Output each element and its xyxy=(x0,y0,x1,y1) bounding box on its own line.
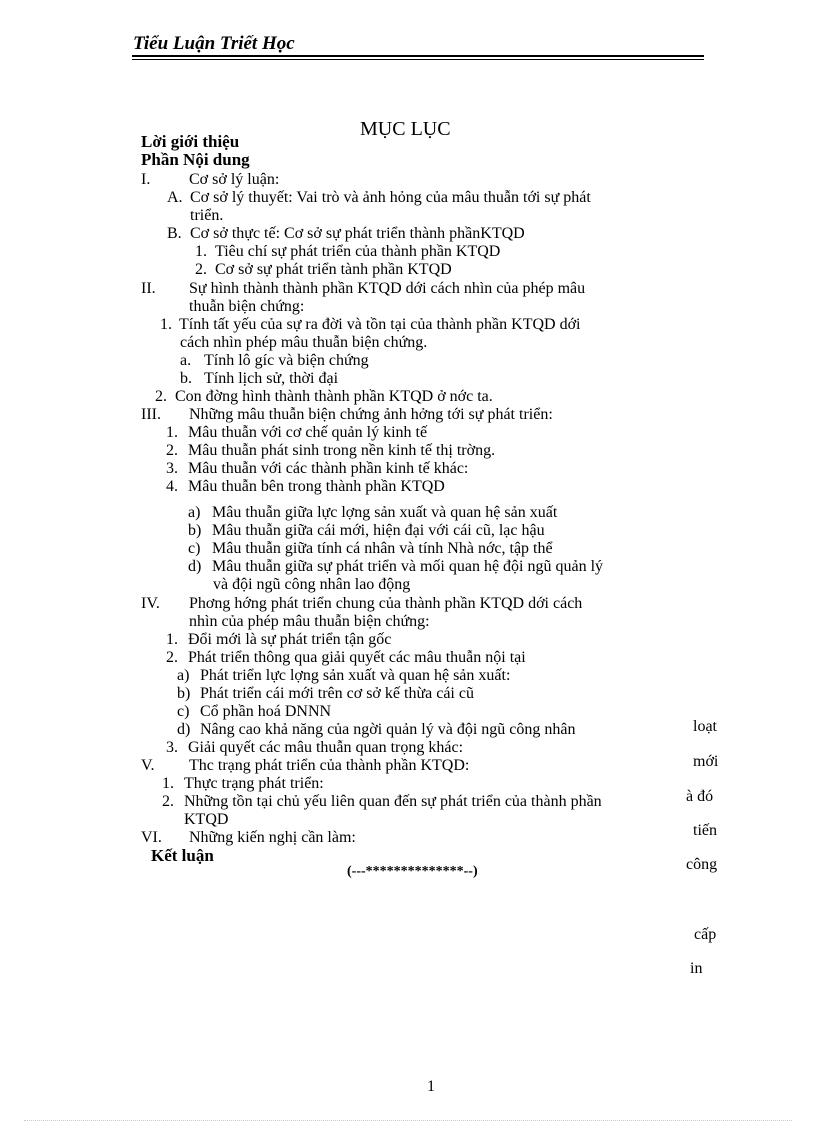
toc-line: nhìn của phép mâu thuẫn biện chứng: xyxy=(189,613,430,630)
toc-line: a. Tính lô gíc và biện chứng xyxy=(180,352,369,369)
toc-line: 2. Con đờng hình thành thành phần KTQD ở nớc ta. xyxy=(155,388,493,405)
toc-line: B. Cơ sở thực tế: Cơ sở sự phát triển thành phầnKTQD xyxy=(167,225,525,242)
background-text-fragment: cấp xyxy=(694,926,717,943)
toc-line: cách nhìn phép mâu thuẫn biện chứng. xyxy=(180,334,428,351)
running-header: Tiểu Luận Triết Học xyxy=(133,33,295,54)
toc-line: 2. Phát triển thông qua giải quyết các mâu thuẫn nội tại xyxy=(166,649,526,666)
toc-line: III. Những mâu thuẫn biện chứng ảnh hởng tới sự phát triển: xyxy=(141,406,553,423)
toc-line: 2. Mâu thuẫn phát sinh trong nền kinh tế thị trờng. xyxy=(166,442,496,459)
toc-line: 3. Mâu thuẫn với các thành phần kinh tế khác: xyxy=(166,460,469,477)
toc-line: 2. Những tồn tại chủ yếu liên quan đến sự phát triển của thành phần xyxy=(162,793,602,810)
toc-conclusion: Kết luận xyxy=(151,846,214,865)
toc-line: 1. Tiêu chí sự phát triển của thành phần KTQD xyxy=(195,243,501,260)
toc-line: b) Phát triển cái mới trên cơ sở kế thừa cái cũ xyxy=(177,685,474,702)
toc-line: b) Mâu thuẫn giữa cái mới, hiện đại với cái cũ, lạc hậu xyxy=(188,522,545,539)
toc-part: Phần Nội dung xyxy=(141,150,250,169)
toc-line: d) Nâng cao khả năng của ngời quản lý và đội ngũ công nhân xyxy=(177,721,576,738)
toc-line: b. Tính lịch sử, thời đại xyxy=(180,370,339,387)
background-text-fragment: công xyxy=(686,856,718,873)
background-text-fragment: loạt xyxy=(693,718,717,735)
toc-line: 1. Thực trạng phát triển: xyxy=(162,775,324,792)
toc-intro: Lời giới thiệu xyxy=(141,132,240,151)
toc-line: V. Thc trạng phát triển của thành phần KTQD: xyxy=(141,757,470,774)
toc-line: c) Mâu thuẫn giữa tính cá nhân và tính Nhà nớc, tập thể xyxy=(188,540,553,557)
toc-line: IV. Phơng hớng phát triển chung của thành phần KTQD dới cách xyxy=(141,595,583,612)
toc-line: 1. Mâu thuẫn với cơ chế quản lý kinh tế xyxy=(166,424,428,441)
background-text-fragment: à đó xyxy=(686,788,714,805)
toc-line: 3. Giải quyết các mâu thuẫn quan trọng khác: xyxy=(166,739,464,756)
header-rule-thin xyxy=(132,59,704,60)
toc-line: triển. xyxy=(190,207,224,224)
toc-line: 1. Tính tất yếu của sự ra đời và tồn tại của thành phần KTQD dới xyxy=(160,316,581,333)
background-text-fragment: tiến xyxy=(693,822,717,839)
toc-line: II. Sự hình thành thành phần KTQD dới cách nhìn của phép mâu xyxy=(141,280,586,297)
toc-line: và đội ngũ công nhân lao động xyxy=(213,576,411,593)
toc-line: I. Cơ sở lý luận: xyxy=(141,171,280,188)
toc-line: d) Mâu thuẫn giữa sự phát triển và mối quan hệ đội ngũ quản lý xyxy=(188,558,604,575)
toc-line: thuẫn biện chứng: xyxy=(189,298,305,315)
toc-line: A. Cơ sở lý thuyết: Vai trò và ảnh hỏng của mâu thuẫn tới sự phát xyxy=(167,189,591,206)
header-rule xyxy=(132,55,704,57)
page-number: 1 xyxy=(427,1078,435,1095)
toc-line: a) Phát triển lực lợng sản xuất và quan hệ sản xuất: xyxy=(177,667,511,684)
toc-line: 2. Cơ sở sự phát triển tành phần KTQD xyxy=(195,261,452,278)
toc-line: a) Mâu thuẫn giữa lực lợng sản xuất và quan hệ sản xuất xyxy=(188,504,558,521)
toc-line: VI. Những kiến nghị cần làm: xyxy=(141,829,356,846)
toc-line: KTQD xyxy=(184,811,229,828)
toc-line: c) Cổ phần hoá DNNN xyxy=(177,703,332,720)
background-text-fragment: mới xyxy=(693,753,719,770)
toc-line: 4. Mâu thuẫn bên trong thành phần KTQD xyxy=(166,478,445,495)
toc-title: MỤC LỤC xyxy=(360,118,451,140)
toc-end-ornament: (---**************--) xyxy=(347,864,478,879)
toc-line: 1. Đổi mới là sự phát triển tận gốc xyxy=(166,631,392,648)
page-bottom-border xyxy=(24,1120,792,1121)
background-text-fragment: in xyxy=(690,960,703,977)
